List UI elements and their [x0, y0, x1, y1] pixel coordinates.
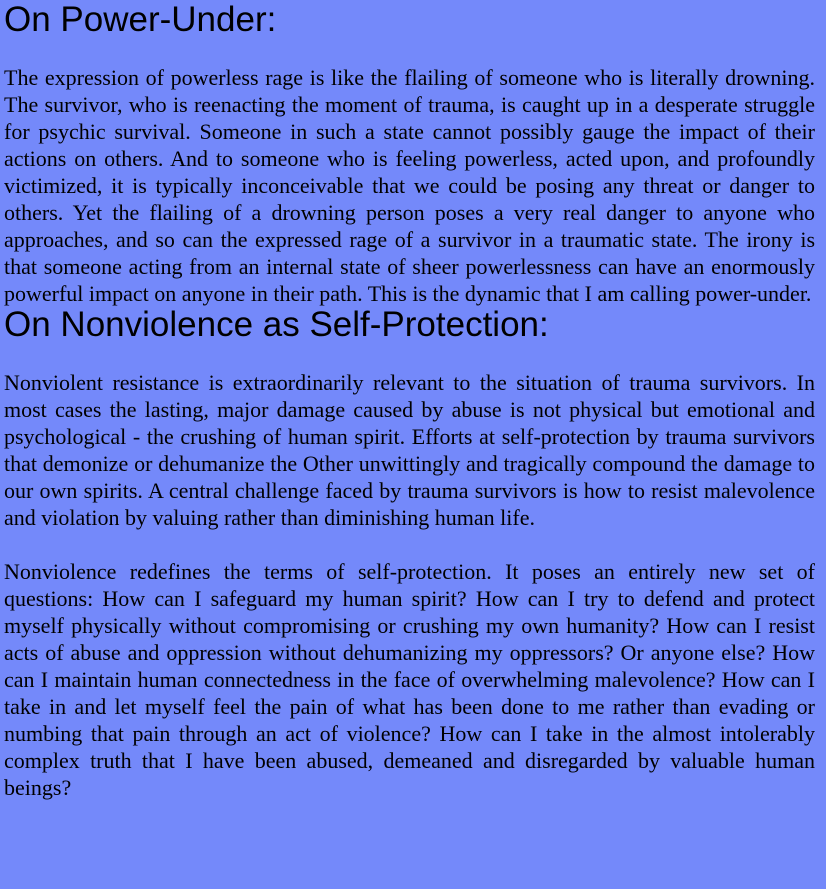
- section-nonviolence-self-protection: [4, 307, 815, 801]
- paragraph: The expression of powerless rage is like the flailing of someone who is literally drowning. The survivor, who is reenacting the moment of trauma, is caught up in a desperate struggle for psychic survival. Someone in such a state cannot possibly gauge the impact of their actions on others. And to someone who is feeling powerless, acted upon, and profoundly victimized, it is typically inconceivable that we could be posing any threat or danger to others. Yet the flailing of a drowning person poses a very real danger to anyone who approaches, and so can the expressed rage of a survivor in a traumatic state. The irony is that someone acting from an internal state of sheer powerlessness can have an enormously powerful impact on anyone in their path. This is the dynamic that I am calling power-under.: [4, 65, 815, 306]
- section-heading-nonviolence: On Nonviolence as Self-Protection:: [4, 305, 549, 344]
- section-power-under: [4, 2, 815, 307]
- section-heading-power-under: On Power-Under:: [4, 0, 277, 39]
- document-content: [4, 2, 815, 801]
- paragraph: Nonviolence redefines the terms of self-protection. It poses an entirely new set of questions: How can I safeguard my human spirit? How can I try to defend and protect myself physically without compromising or crushing my own humanity? How can I resist acts of abuse and oppression without dehumanizing my oppressors? Or anyone else? How can I maintain human connectedness in the face of overwhelming malevolence? How can I take in and let myself feel the pain of what has been done to me rather than evading or numbing that pain through an act of violence? How can I take in the almost intolerably complex truth that I have been abused, demeaned and disregarded by valuable human beings?: [4, 559, 815, 800]
- paragraph: Nonviolent resistance is extraordinarily relevant to the situation of trauma survivors. In most cases the lasting, major damage caused by abuse is not physical but emotional and psychological - the crushing of human spirit. Efforts at self-protection by trauma survivors that demonize or dehumanize the Other unwittingly and tragically compound the damage to our own spirits. A central challenge faced by trauma survivors is how to resist malevolence and violation by valuing rather than diminishing human life.: [4, 370, 815, 530]
